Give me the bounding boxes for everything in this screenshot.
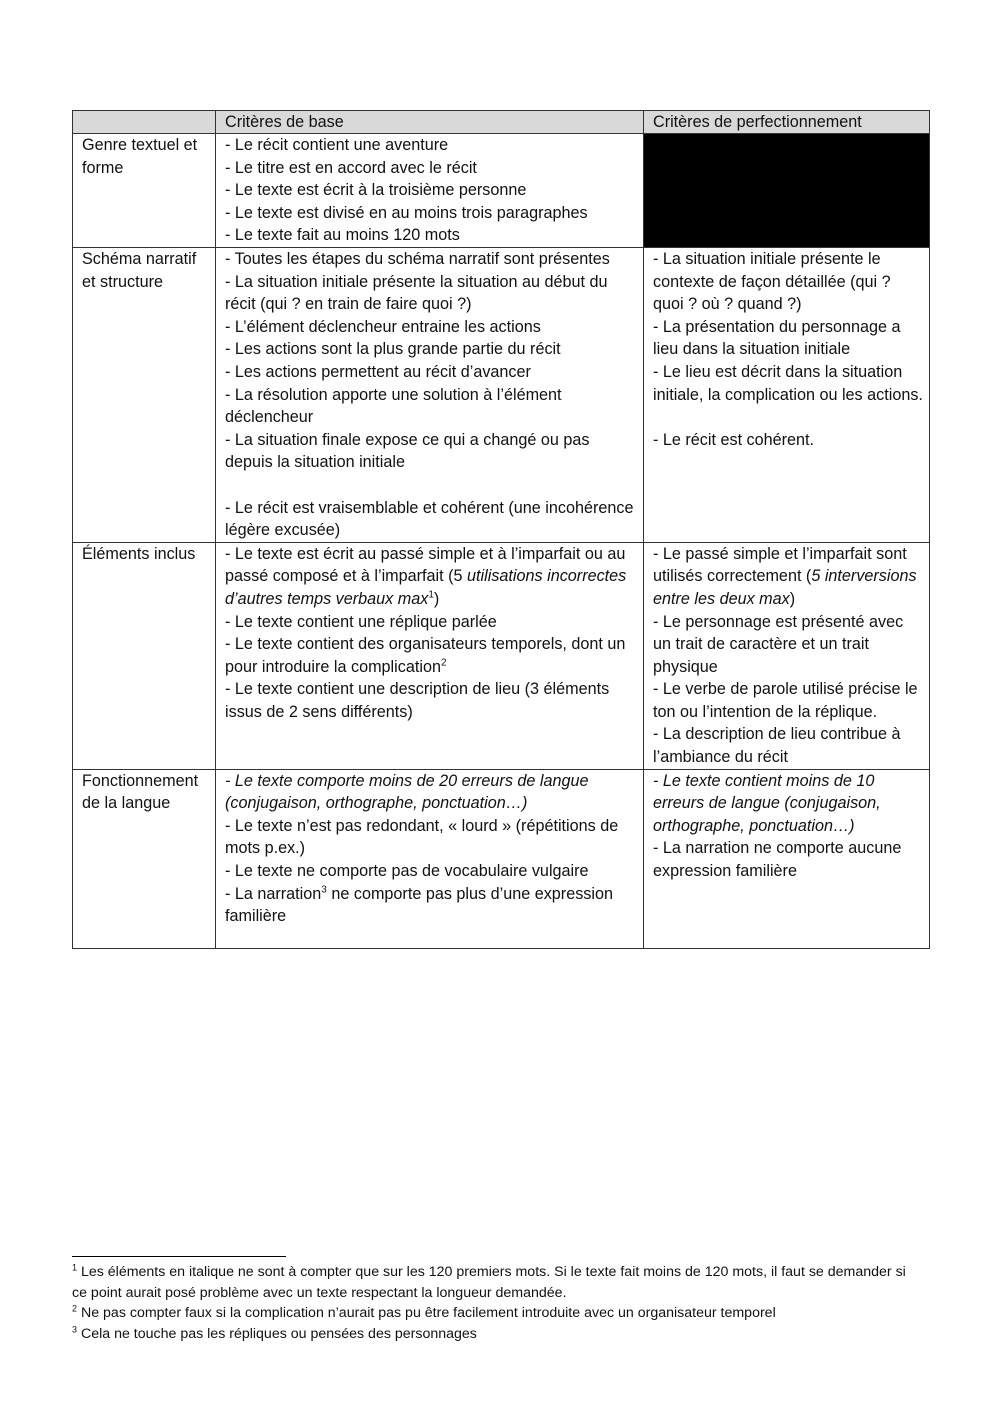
perf-criteria-cell <box>644 248 930 543</box>
criterion-line: - Le récit est cohérent. <box>653 430 815 449</box>
redacted-cell <box>644 134 930 248</box>
criterion-text: ne comporte pas plus d’une expression familière <box>225 884 613 926</box>
criterion-text: - Le texte est écrit au passé simple et à l’imparfait ou au passé composé et à l’imparfait (5 <box>225 544 626 586</box>
criteria-table <box>72 110 930 949</box>
criterion-line: - Le titre est en accord avec le récit <box>225 158 477 177</box>
footnote-number: 3 <box>72 1323 78 1334</box>
footnote-text: Cela ne touche pas les répliques ou pensées des personnages <box>77 1325 477 1342</box>
base-criteria-cell <box>216 769 644 948</box>
criterion-line: - La situation initiale présente la situation au début du récit (qui ? en train de faire quoi ?) <box>225 272 608 314</box>
criterion-line: - L’élément déclencheur entraine les actions <box>225 317 541 336</box>
criterion-line: - Le texte comporte moins de 20 erreurs de langue (conjugaison, orthographe, ponctuation…) <box>225 771 589 813</box>
base-criteria-cell <box>216 248 644 543</box>
table-row <box>73 542 930 769</box>
spacer <box>225 474 637 497</box>
header-cell-perf: Critères de perfectionnement <box>644 111 930 134</box>
footnote-ref: 3 <box>321 884 327 896</box>
footnote-number: 1 <box>72 1262 78 1273</box>
row-label: Genre textuel et forme <box>73 134 216 248</box>
criterion-line: - La présentation du personnage a lieu dans la situation initiale <box>653 317 901 359</box>
criterion-line: - Le texte contient une description de lieu (3 éléments issus de 2 sens différents) <box>225 680 610 721</box>
footnote-ref: 2 <box>440 657 447 669</box>
base-criteria-cell <box>216 542 644 769</box>
table-row <box>73 248 930 543</box>
criterion-line: - Le texte ne comporte pas de vocabulaire vulgaire <box>225 862 589 881</box>
perf-criteria-cell <box>644 542 930 769</box>
criterion-line <box>225 883 637 928</box>
criterion-line: - Toutes les étapes du schéma narratif sont présentes <box>225 250 610 268</box>
criterion-text: ) <box>789 589 796 608</box>
criterion-italic: utilisations incorrectes d’autres temps verbaux max <box>225 567 627 608</box>
criterion-line: - La description de lieu contribue à l’ambiance du récit <box>653 725 901 767</box>
criterion-line: - Le texte fait au moins 120 mots <box>225 226 460 245</box>
criterion-line: - Les actions sont la plus grande partie du récit <box>225 340 561 359</box>
row-label: Fonctionnement de la langue <box>73 769 216 948</box>
criterion-line: - Le texte est écrit à la troisième personne <box>225 181 527 200</box>
criterion-line: - La narration ne comporte aucune expression familière <box>653 839 902 881</box>
criterion-italic: 5 interversions entre les deux max <box>653 567 917 608</box>
criterion-line: - Les actions permettent au récit d’avancer <box>225 362 531 381</box>
footnote-ref: 1 <box>428 589 434 601</box>
criterion-text: - Le texte contient des organisateurs temporels, dont un pour introduire la complication <box>225 635 626 676</box>
criterion-line: - La situation initiale présente le contexte de façon détaillée (qui ? quoi ? où ? quand ?) <box>653 250 891 314</box>
base-criteria-cell <box>216 134 644 248</box>
criterion-line <box>653 543 923 611</box>
row-label: Éléments inclus <box>73 542 216 769</box>
footnote-number: 2 <box>72 1303 78 1314</box>
spacer <box>653 406 923 429</box>
criterion-line: - Le texte est divisé en au moins trois paragraphes <box>225 203 588 222</box>
footnote <box>72 1262 922 1303</box>
criterion-line <box>225 633 637 678</box>
criterion-line: - La situation finale expose ce qui a changé ou pas depuis la situation initiale <box>225 430 590 472</box>
criterion-line: - Le récit est vraisemblable et cohérent (une incohérence légère excusée) <box>225 498 634 540</box>
table-row <box>73 769 930 948</box>
footnotes <box>72 1262 922 1344</box>
footnote-text: Les éléments en italique ne sont à compter que sur les 120 premiers mots. Si le texte fait moins de 120 mots, il faut se demander si ce point aurait posé problème avec un texte respectant la longueur demandée. <box>72 1264 906 1301</box>
criterion-text: - Le passé simple et l’imparfait sont utilisés correctement ( <box>653 544 907 586</box>
criterion-line <box>225 543 637 611</box>
footnote <box>72 1303 922 1324</box>
footnote-separator <box>72 1256 286 1257</box>
criterion-line: - Le texte contient une réplique parlée <box>225 612 497 631</box>
perf-criteria-cell <box>644 769 930 948</box>
row-label: Schéma narratif et structure <box>73 248 216 543</box>
criterion-text: ) <box>433 589 440 608</box>
criterion-line: - Le texte n’est pas redondant, « lourd » (répétitions de mots p.ex.) <box>225 816 619 858</box>
criterion-line: - Le verbe de parole utilisé précise le ton ou l’intention de la réplique. <box>653 680 918 721</box>
criterion-line: - Le texte contient moins de 10 erreurs de langue (conjugaison, orthographe, ponctuation…) <box>653 771 881 835</box>
table-header-row <box>73 111 930 134</box>
header-cell-base: Critères de base <box>216 111 644 134</box>
criterion-line: - Le personnage est présenté avec un trait de caractère et un trait physique <box>653 612 904 676</box>
footnote <box>72 1324 922 1345</box>
criterion-line: - La résolution apporte une solution à l’élément déclencheur <box>225 385 562 427</box>
table-row <box>73 134 930 248</box>
criterion-text: - La narration <box>225 884 322 903</box>
criterion-line: - Le lieu est décrit dans la situation initiale, la complication ou les actions. <box>653 362 923 404</box>
header-cell-empty <box>73 111 216 134</box>
footnote-text: Ne pas compter faux si la complication n’aurait pas pu être facilement introduite avec un organisateur temporel <box>77 1305 776 1321</box>
criterion-line: - Le récit contient une aventure <box>225 136 449 154</box>
